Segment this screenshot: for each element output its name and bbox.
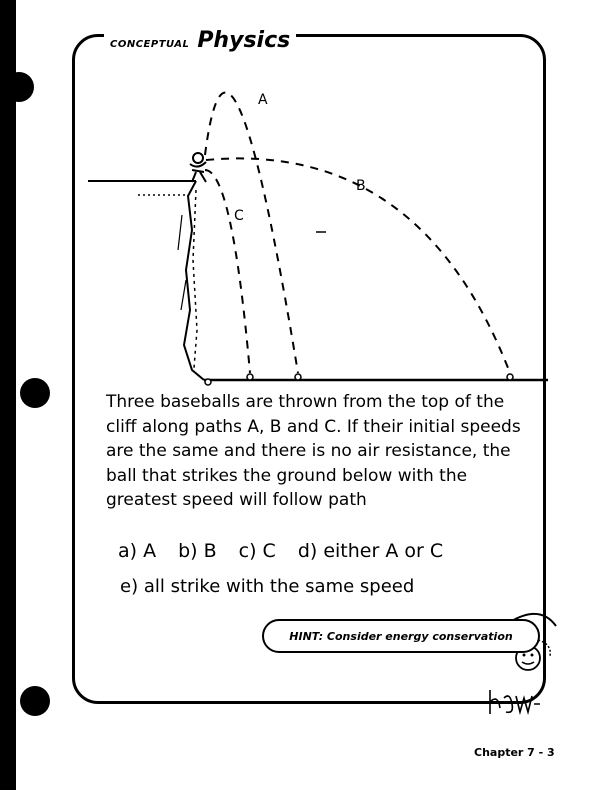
cliff-texture [178, 215, 186, 310]
hint-bubble [262, 619, 540, 653]
choice-a[interactable]: a) A [118, 540, 157, 562]
choice-d[interactable]: d) either A or C [297, 540, 444, 562]
path-label-c: C [234, 208, 244, 224]
ball-landing-a [295, 374, 301, 380]
trajectory-c [205, 170, 250, 373]
trajectory-a [205, 92, 298, 373]
author-signature [484, 684, 544, 722]
brand-title: Physics [197, 28, 291, 53]
path-label-a: A [258, 92, 268, 108]
chapter-label: Chapter 7 - 3 [474, 746, 555, 759]
ball-landing-c [247, 374, 253, 380]
cliff-texture [193, 190, 197, 368]
choice-c[interactable]: c) C [238, 540, 276, 562]
path-label-b: B [356, 178, 366, 194]
ball-landing-b [507, 374, 513, 380]
hint-text: HINT: Consider energy conservation [289, 629, 513, 643]
thrower-figure [190, 153, 206, 182]
question-text: Three baseballs are thrown from the top of the cliff along paths A, B and C. If their initial speeds are the same and there is no air resistance, the ball that strikes the ground below with the greatest speed will follow path [106, 392, 521, 510]
choice-e[interactable]: e) all strike with the same speed [120, 576, 415, 597]
cliff-face [184, 181, 204, 380]
choice-b[interactable]: b) B [178, 540, 217, 562]
brand-small-label: CONCEPTUAL [110, 39, 190, 50]
answer-choices [118, 540, 465, 562]
cliff-base-pebble [205, 379, 211, 385]
